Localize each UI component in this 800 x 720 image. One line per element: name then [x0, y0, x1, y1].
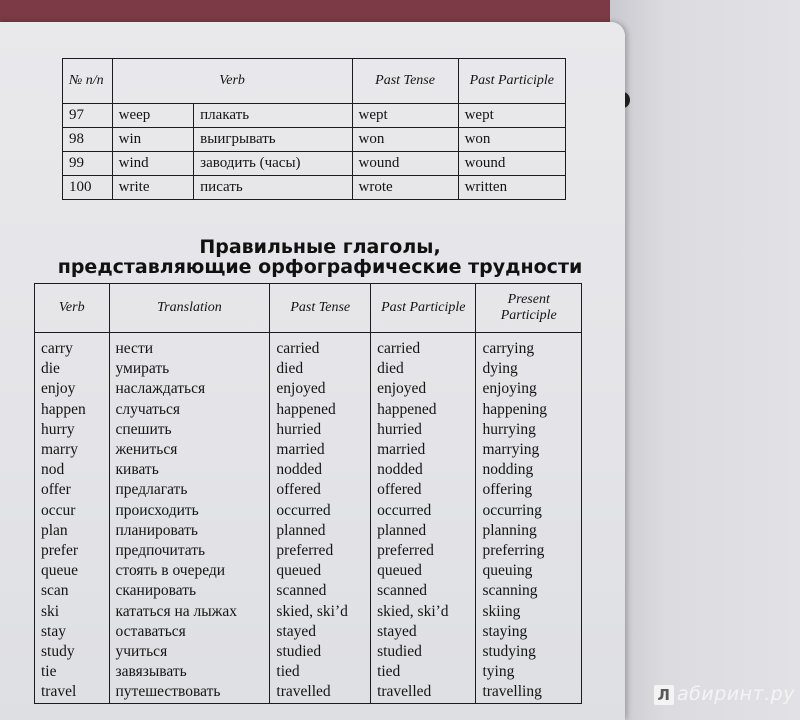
prp-entry: carrying — [482, 340, 535, 357]
prp-entry: happening — [482, 400, 548, 418]
verb-cell: win — [112, 128, 194, 152]
translation-entry: оставаться — [115, 622, 186, 640]
prp-entry: marrying — [482, 441, 540, 459]
pp-entry: hurried — [377, 420, 422, 438]
translation-entry: происходить — [115, 501, 199, 519]
section-heading-line-2: представляющие орфографические трудности — [57, 256, 583, 278]
verb-entry: die — [41, 360, 60, 378]
table-row — [63, 128, 566, 152]
past-entry: studied — [276, 643, 322, 661]
prp-entry: planning — [482, 521, 537, 539]
pp-entry: carried — [377, 340, 421, 357]
past-entry: offered — [276, 481, 321, 499]
prp-entry: occurring — [482, 501, 542, 519]
past-entry: married — [276, 441, 325, 459]
translation-column — [109, 333, 270, 704]
translation-cell: заводить (часы) — [194, 152, 352, 176]
translation-entry: предпочитать — [115, 542, 206, 560]
past-entry: preferred — [276, 542, 334, 560]
verb-entry: happen — [41, 400, 86, 418]
header-num: № п/п — [63, 59, 113, 104]
past-tense-cell: wept — [352, 104, 458, 128]
verb-entry: occur — [41, 501, 76, 519]
section-heading-line-1: Правильные глаголы, — [199, 236, 441, 258]
pp-entry: scanned — [377, 582, 427, 600]
pp-entry: studied — [377, 643, 422, 661]
translation-entry: предлагать — [115, 481, 188, 499]
header-past-participle: Past Participle — [371, 284, 476, 333]
past-participle-cell: wound — [458, 152, 565, 176]
translation-entry: завязывать — [115, 663, 187, 681]
verb-entry: carry — [41, 340, 73, 357]
verb-entry: scan — [41, 582, 69, 600]
past-participle-column — [371, 333, 476, 704]
verb-entry: plan — [41, 521, 68, 539]
header-present-participle: Present Participle — [476, 284, 582, 333]
row-number: 98 — [63, 128, 113, 152]
verb-entry: tie — [41, 663, 57, 681]
verb-cell: write — [112, 176, 194, 200]
present-participle-column — [476, 333, 582, 704]
watermark — [654, 683, 795, 705]
translation-entry: нести — [115, 340, 154, 357]
verb-column — [35, 333, 110, 704]
pp-entry: nodded — [377, 461, 423, 479]
table-row — [63, 104, 566, 128]
watermark-text: абиринт.ру — [677, 683, 795, 705]
past-entry: scanned — [276, 582, 327, 600]
past-entry: queued — [276, 562, 322, 580]
past-participle-cell: won — [458, 128, 565, 152]
prp-entry: queuing — [482, 562, 533, 580]
prp-entry: preferring — [482, 542, 545, 560]
translation-entry: планировать — [115, 521, 198, 539]
pp-entry: occurred — [377, 501, 432, 519]
translation-entry: спешить — [115, 420, 172, 438]
table-header-row — [63, 59, 566, 104]
regular-verbs-table — [34, 283, 582, 704]
pp-entry: happened — [377, 400, 437, 418]
pp-entry: travelled — [377, 683, 432, 701]
translation-entry: сканировать — [115, 582, 197, 600]
prp-entry: tying — [482, 663, 515, 681]
verb-entry: travel — [41, 683, 77, 701]
translation-entry: жениться — [115, 441, 178, 459]
translation-entry: умирать — [115, 360, 170, 378]
verb-entry: ski — [41, 602, 60, 620]
verb-entry: marry — [41, 441, 79, 459]
translation-cell: плакать — [194, 104, 352, 128]
prp-entry: skiing — [482, 602, 521, 620]
table-body-row — [35, 333, 582, 704]
table-header-row — [35, 284, 582, 333]
verb-entry: study — [41, 643, 75, 661]
past-entry: planned — [276, 521, 326, 539]
verb-entry: stay — [41, 622, 66, 640]
pp-entry: stayed — [377, 622, 417, 640]
verb-entry: hurry — [41, 420, 75, 438]
verb-cell: weep — [112, 104, 194, 128]
past-entry: skied, ski’d — [276, 602, 348, 620]
translation-entry: стоять в очереди — [115, 562, 226, 580]
table-row — [63, 176, 566, 200]
prp-entry: hurrying — [482, 420, 536, 438]
pp-entry: enjoyed — [377, 380, 427, 398]
table-row — [63, 152, 566, 176]
verb-entry: enjoy — [41, 380, 76, 398]
past-participle-cell: written — [458, 176, 565, 200]
past-entry: carried — [276, 340, 320, 357]
pp-entry: tied — [377, 663, 401, 681]
past-entry: enjoyed — [276, 380, 326, 398]
header-past-tense: Past Tense — [270, 284, 371, 333]
translation-entry: кивать — [115, 461, 159, 479]
translation-entry: кататься на лыжах — [115, 602, 237, 620]
past-entry: travelled — [276, 683, 331, 701]
prp-entry: scanning — [482, 582, 538, 600]
past-tense-column — [270, 333, 371, 704]
row-number: 99 — [63, 152, 113, 176]
prp-entry: travelling — [482, 683, 542, 701]
irregular-verbs-table — [62, 58, 566, 200]
pp-entry: planned — [377, 521, 427, 539]
pp-entry: married — [377, 441, 426, 459]
pp-entry: queued — [377, 562, 422, 580]
pp-entry: offered — [377, 481, 422, 499]
pp-entry: preferred — [377, 542, 434, 560]
prp-entry: dying — [482, 360, 518, 378]
background-surface — [610, 0, 800, 720]
header-verb: Verb — [112, 59, 352, 104]
past-entry: nodded — [276, 461, 323, 479]
row-number: 97 — [63, 104, 113, 128]
past-tense-cell: wound — [352, 152, 458, 176]
verb-entry: nod — [41, 461, 65, 479]
translation-entry: наслаждаться — [115, 380, 206, 398]
past-entry: died — [276, 360, 304, 378]
row-number: 100 — [63, 176, 113, 200]
header-translation: Translation — [109, 284, 270, 333]
verb-entry: offer — [41, 481, 71, 499]
prp-entry: offering — [482, 481, 533, 499]
past-entry: tied — [276, 663, 300, 681]
past-tense-cell: wrote — [352, 176, 458, 200]
past-entry: hurried — [276, 420, 322, 438]
translation-entry: путешествовать — [115, 683, 221, 701]
translation-entry: случаться — [115, 400, 180, 418]
header-past-participle: Past Participle — [458, 59, 565, 104]
verb-entry: queue — [41, 562, 79, 580]
prp-entry: staying — [482, 622, 528, 640]
past-entry: happened — [276, 400, 336, 418]
prp-entry: nodding — [482, 461, 534, 479]
header-verb: Verb — [35, 284, 110, 333]
prp-entry: enjoying — [482, 380, 537, 398]
translation-cell: выигрывать — [194, 128, 352, 152]
translation-cell: писать — [194, 176, 352, 200]
past-entry: stayed — [276, 622, 317, 640]
past-entry: occurred — [276, 501, 331, 519]
header-past-tense: Past Tense — [352, 59, 458, 104]
past-participle-cell: wept — [458, 104, 565, 128]
past-tense-cell: won — [352, 128, 458, 152]
verb-entry: prefer — [41, 542, 78, 560]
watermark-logo: Л — [654, 685, 674, 705]
translation-entry: учиться — [115, 643, 168, 661]
verb-cell: wind — [112, 152, 194, 176]
pp-entry: skied, ski’d — [377, 602, 449, 620]
pp-entry: died — [377, 360, 404, 378]
prp-entry: studying — [482, 643, 536, 661]
